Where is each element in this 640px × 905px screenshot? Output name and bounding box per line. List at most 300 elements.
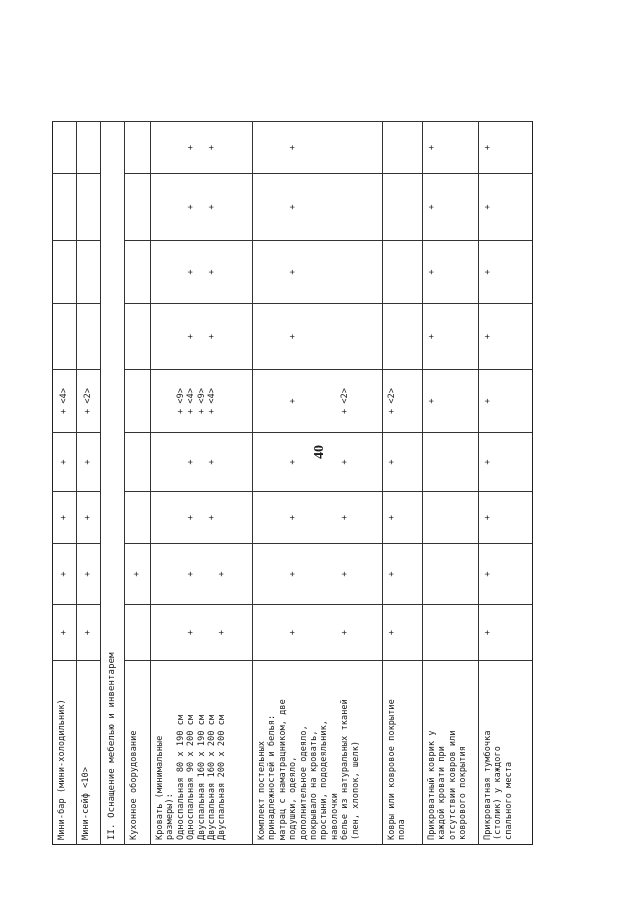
table-row: [423, 122, 479, 845]
mark: +: [427, 269, 437, 275]
mark: [330, 437, 340, 487]
mark: [132, 374, 142, 428]
mark: [257, 548, 267, 600]
mark: [197, 245, 207, 299]
label-line: Односпальная 90 x 200 см: [186, 714, 197, 840]
row-label: [151, 661, 253, 845]
mark-cell: [77, 433, 101, 492]
mark: [267, 548, 277, 600]
mark-cell: [423, 492, 479, 544]
label-line: Двуспальная 200 x 200 см: [217, 714, 228, 840]
mark: [217, 126, 227, 169]
label-line: каждой кровати при: [437, 746, 448, 840]
mark: +: [217, 571, 228, 577]
mark: +: [288, 514, 299, 521]
mark: [197, 126, 207, 169]
mark: [427, 496, 437, 539]
mark: [330, 609, 340, 656]
mark: [165, 374, 175, 428]
mark-cell: [479, 370, 533, 433]
mark-cell: [253, 122, 383, 174]
mark: [319, 609, 329, 656]
mark: [299, 308, 309, 365]
mark: [267, 609, 277, 656]
mark: [176, 245, 186, 299]
mark: +: [483, 269, 493, 275]
mark: [340, 126, 350, 169]
mark: [278, 126, 288, 169]
mark-cell: [151, 241, 253, 304]
mark-cell: [423, 122, 479, 174]
mark: [278, 178, 288, 236]
mark: [319, 308, 329, 365]
label-line: Комплект постельных: [257, 740, 267, 840]
mark-cell: [253, 370, 383, 433]
mark: [351, 609, 361, 656]
mark: [257, 496, 267, 539]
mark-cell: [253, 433, 383, 492]
mark: [257, 126, 267, 169]
mark: [217, 245, 227, 299]
label-line: Кровать (минимальные: [155, 735, 165, 840]
mark-cell: [125, 605, 151, 661]
label-line: Кухонное оборудование: [129, 730, 139, 840]
mark-cell: [253, 241, 383, 304]
mark: [299, 496, 309, 539]
row-label: [53, 661, 77, 845]
row-label: [383, 661, 423, 845]
mark-cell: [53, 605, 77, 661]
mark: [309, 437, 319, 487]
mark-cell: [383, 241, 423, 304]
mark: [132, 609, 142, 656]
mark-cell: [423, 174, 479, 241]
mark: +: [186, 459, 197, 465]
mark-cell: [383, 544, 423, 605]
mark-cell: [383, 492, 423, 544]
label-line: Мини-сейф <10>: [81, 766, 91, 840]
mark-cell: [253, 544, 383, 605]
mark-cell: [423, 544, 479, 605]
mark: [387, 178, 397, 236]
mark-cell: [253, 304, 383, 370]
amenities-table: [52, 121, 533, 845]
mark: +: [207, 333, 218, 340]
mark: +: [288, 571, 299, 577]
mark: +: [207, 269, 218, 275]
row-label: [479, 661, 533, 845]
mark: +: [207, 144, 218, 151]
mark: [257, 374, 267, 428]
mark: [278, 437, 288, 487]
mark-cell: [151, 605, 253, 661]
mark: [319, 548, 329, 600]
mark-cell: [479, 544, 533, 605]
mark: +: [132, 571, 143, 577]
mark: [83, 126, 93, 169]
mark: [176, 437, 186, 487]
mark: [319, 437, 329, 487]
mark: [351, 374, 361, 428]
mark: [217, 374, 227, 428]
mark: [197, 308, 207, 365]
mark: +: [427, 204, 437, 210]
mark: [330, 496, 340, 539]
mark-cell: [151, 544, 253, 605]
mark-cell: [53, 241, 77, 304]
mark: +: [207, 514, 218, 521]
mark: [267, 374, 277, 428]
mark: [299, 548, 309, 600]
mark: [427, 437, 437, 487]
mark: +: [186, 514, 197, 521]
mark: [155, 308, 165, 365]
mark: [257, 308, 267, 365]
mark: [59, 245, 69, 299]
page-number: 40: [312, 445, 327, 459]
mark: [132, 496, 142, 539]
mark: [217, 437, 227, 487]
mark: [267, 437, 277, 487]
mark: [330, 126, 340, 169]
mark: +: [340, 514, 351, 521]
mark: +: [207, 459, 218, 465]
mark-cell: [125, 122, 151, 174]
mark: +: [59, 629, 70, 636]
mark: [155, 609, 165, 656]
mark-cell: [383, 433, 423, 492]
mark: [278, 548, 288, 600]
mark: +: [186, 204, 197, 210]
mark: +: [483, 144, 493, 151]
mark-cell: [151, 174, 253, 241]
label-line: белье из натуральных тканей: [340, 699, 351, 840]
mark-cell: [125, 241, 151, 304]
row-label: [77, 661, 101, 845]
mark: [197, 437, 207, 487]
mark: [267, 178, 277, 236]
mark: [351, 496, 361, 539]
mark: [319, 245, 329, 299]
mark-cell: [479, 241, 533, 304]
mark: [278, 496, 288, 539]
label-line: отсутствии ковров или: [447, 730, 458, 840]
mark-cell: [125, 370, 151, 433]
mark: +: [427, 398, 437, 404]
mark: +: [387, 514, 397, 521]
mark-cell: [423, 304, 479, 370]
mark-cell: [479, 174, 533, 241]
mark-cell: [77, 174, 101, 241]
mark: +: [83, 571, 94, 577]
mark-cell: [151, 492, 253, 544]
label-line: покрывало на кровать,: [309, 730, 320, 840]
mark: [165, 308, 175, 365]
mark: [217, 496, 227, 539]
mark: [207, 609, 217, 656]
mark: [155, 245, 165, 299]
label-line: Двуспальная 160 x 200 см: [207, 714, 218, 840]
mark: [176, 548, 186, 600]
mark: +: [186, 144, 197, 151]
mark-cell: [125, 433, 151, 492]
mark: + <9>: [196, 387, 207, 415]
mark: +: [427, 333, 437, 340]
mark-cell: [423, 605, 479, 661]
mark: [299, 126, 309, 169]
mark: + <4>: [186, 387, 197, 415]
mark: +: [288, 459, 299, 465]
mark: [309, 178, 319, 236]
mark: +: [288, 204, 299, 210]
label-line: матрац с наматрацником, две: [277, 699, 288, 840]
table-row: [383, 122, 423, 845]
label-line: простыни, пододеяльник,: [319, 719, 330, 840]
label-line: дополнительное одеяло,: [298, 725, 309, 840]
label-line: пола: [397, 819, 408, 840]
mark: [176, 609, 186, 656]
mark: [387, 245, 397, 299]
mark: [197, 548, 207, 600]
mark: +: [59, 514, 70, 521]
mark: [59, 126, 69, 169]
mark: [155, 178, 165, 236]
mark-cell: [151, 433, 253, 492]
mark: +: [483, 333, 493, 340]
table-row: [479, 122, 533, 845]
mark: +: [288, 144, 299, 151]
mark: [309, 308, 319, 365]
label-line: спального места: [503, 761, 514, 840]
mark: [427, 609, 437, 656]
mark-cell: [53, 544, 77, 605]
table-row: [253, 122, 383, 845]
mark-cell: [53, 492, 77, 544]
mark-cell: [383, 370, 423, 433]
table-row: [125, 122, 151, 845]
mark: [59, 178, 69, 236]
mark: [165, 178, 175, 236]
mark-cell: [53, 433, 77, 492]
mark: [309, 496, 319, 539]
mark: [267, 245, 277, 299]
row-label: [125, 661, 151, 845]
table-row: [151, 122, 253, 845]
label-line: Двуспальная 160 x 190 см: [196, 714, 207, 840]
mark: [132, 308, 142, 365]
mark: [299, 437, 309, 487]
mark: +: [217, 629, 228, 636]
mark: [155, 126, 165, 169]
row-label: [423, 661, 479, 845]
mark: +: [483, 514, 493, 521]
mark: [176, 308, 186, 365]
mark-cell: [125, 304, 151, 370]
mark: [299, 178, 309, 236]
mark-cell: [125, 174, 151, 241]
mark-cell: [383, 122, 423, 174]
mark: +: [186, 333, 197, 340]
mark-cell: [479, 122, 533, 174]
mark-cell: [77, 544, 101, 605]
mark-cell: [479, 304, 533, 370]
label-line: наволочки: [329, 793, 340, 840]
mark: +: [483, 459, 493, 465]
mark-cell: [53, 122, 77, 174]
mark: [309, 548, 319, 600]
mark: [309, 374, 319, 428]
mark: [278, 609, 288, 656]
mark: [330, 548, 340, 600]
mark: [267, 496, 277, 539]
mark-cell: [423, 433, 479, 492]
label-line: принадлежностей и белья:: [267, 714, 278, 840]
row-label: [253, 661, 383, 845]
mark: [330, 374, 340, 428]
mark-cell: [479, 433, 533, 492]
mark: + <4>: [59, 387, 70, 415]
mark: [351, 548, 361, 600]
mark: [351, 245, 361, 299]
mark: [319, 496, 329, 539]
mark: [278, 374, 288, 428]
mark: [351, 308, 361, 365]
label-line: Прикроватный коврик у: [427, 730, 437, 840]
mark: +: [387, 459, 397, 465]
mark: [165, 126, 175, 169]
mark: [267, 308, 277, 365]
label-line: (лен, хлопок, шелк): [350, 740, 361, 840]
mark-cell: [151, 370, 253, 433]
mark: + <2>: [387, 387, 397, 415]
mark: +: [288, 333, 299, 340]
mark: [165, 437, 175, 487]
mark: + <2>: [340, 387, 351, 415]
table-row: [53, 122, 77, 845]
mark-cell: [253, 174, 383, 241]
mark: [299, 374, 309, 428]
mark: [351, 178, 361, 236]
mark: +: [186, 571, 197, 577]
mark: [351, 126, 361, 169]
rotated-table-wrapper: [52, 122, 532, 845]
mark: [299, 609, 309, 656]
mark-cell: [77, 304, 101, 370]
mark: [165, 245, 175, 299]
mark: [83, 245, 93, 299]
mark: [59, 308, 69, 365]
mark: +: [59, 571, 70, 577]
mark: +: [288, 398, 299, 404]
mark-cell: [253, 492, 383, 544]
mark: [83, 308, 93, 365]
mark-cell: [77, 605, 101, 661]
mark: [197, 496, 207, 539]
mark: + <9>: [175, 387, 186, 415]
mark: +: [83, 514, 94, 521]
mark-cell: [253, 605, 383, 661]
mark: [387, 308, 397, 365]
mark-cell: [383, 605, 423, 661]
mark: +: [483, 571, 493, 577]
mark-cell: [383, 174, 423, 241]
mark: [278, 308, 288, 365]
mark: [309, 245, 319, 299]
label-line: размеры):: [165, 793, 176, 840]
mark-cell: [53, 304, 77, 370]
mark-cell: [151, 304, 253, 370]
mark: +: [288, 269, 299, 275]
mark: [387, 126, 397, 169]
mark: [257, 437, 267, 487]
mark: [427, 548, 437, 600]
mark: +: [186, 269, 197, 275]
mark-cell: [77, 492, 101, 544]
mark: [217, 308, 227, 365]
mark: [309, 609, 319, 656]
mark: [155, 548, 165, 600]
mark-cell: [423, 370, 479, 433]
mark: [165, 609, 175, 656]
mark: [351, 437, 361, 487]
mark-cell: [77, 122, 101, 174]
mark: [155, 374, 165, 428]
mark-cell: [479, 605, 533, 661]
mark-cell: [383, 304, 423, 370]
mark: [83, 178, 93, 236]
mark: [217, 178, 227, 236]
mark: [299, 245, 309, 299]
mark-cell: [423, 241, 479, 304]
mark: [132, 178, 142, 236]
mark: +: [186, 629, 197, 636]
mark: + <2>: [83, 387, 94, 415]
mark-cell: [125, 544, 151, 605]
mark-cell: [151, 122, 253, 174]
mark: +: [483, 398, 493, 404]
mark-cell: [77, 370, 101, 433]
label-line: Мини-бар (мини-холодильник): [57, 699, 67, 840]
mark: [257, 178, 267, 236]
mark-cell: [53, 174, 77, 241]
mark: [340, 178, 350, 236]
mark: +: [483, 629, 493, 636]
mark: + <4>: [207, 387, 218, 415]
mark: [278, 245, 288, 299]
mark: +: [427, 144, 437, 151]
mark: +: [340, 629, 351, 636]
mark: +: [340, 459, 351, 465]
mark: [132, 245, 142, 299]
label-line: Односпальная 80 x 190 см: [175, 714, 186, 840]
mark: [340, 308, 350, 365]
mark: [330, 178, 340, 236]
mark: [257, 245, 267, 299]
section-heading: II. Оснащение мебелью и инвентарем: [101, 122, 125, 845]
mark: [176, 126, 186, 169]
label-line: (столик) у каждого: [493, 746, 504, 840]
mark: [197, 178, 207, 236]
mark: [257, 609, 267, 656]
mark: [176, 496, 186, 539]
mark: [319, 178, 329, 236]
mark: [176, 178, 186, 236]
label-line: Прикроватная тумбочка: [483, 730, 493, 840]
mark: [155, 437, 165, 487]
mark: +: [483, 204, 493, 210]
mark-cell: [53, 370, 77, 433]
mark-cell: [125, 492, 151, 544]
